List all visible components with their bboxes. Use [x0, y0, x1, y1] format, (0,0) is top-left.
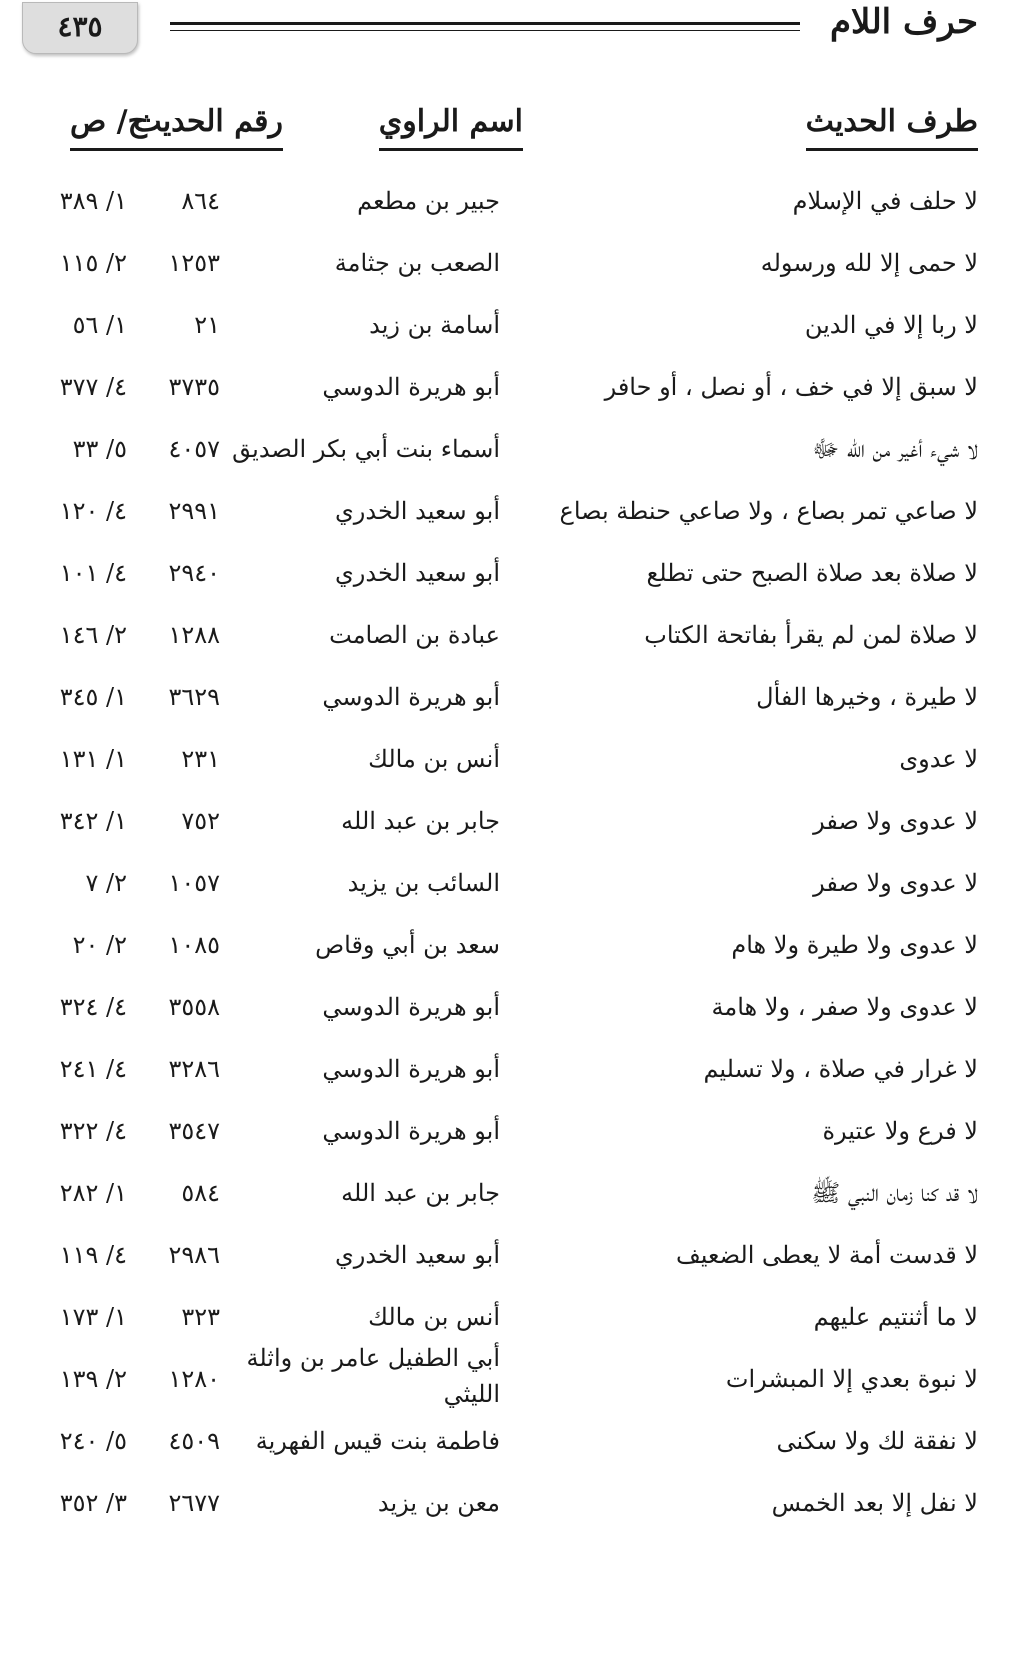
hadith-text: لا نبوة بعدي إلا المبشرات	[725, 1365, 978, 1393]
volume-page: ٣/ ٣٥٢	[59, 1489, 127, 1517]
narrator-name: أنس بن مالك	[368, 745, 500, 773]
hadith-number: ٣٥٤٧	[168, 1117, 220, 1145]
hadith-number: ٧٥٢	[181, 807, 220, 835]
chapter-title: حرف اللام	[829, 2, 978, 42]
narrator-name: أبو سعيد الخدري	[335, 559, 500, 587]
volume-page: ٢/ ١٣٩	[59, 1365, 127, 1393]
narrator-name: سعد بن أبي وقاص	[315, 931, 500, 959]
hadith-number: ٢٣١	[181, 745, 220, 773]
volume-page: ٤/ ١١٩	[59, 1241, 127, 1269]
hadith-text: لا سبق إلا في خف ، أو نصل ، أو حافر	[604, 373, 978, 401]
hadith-text: لا صلاة بعد صلاة الصبح حتى تطلع	[646, 559, 978, 587]
hadith-number: ٢١	[194, 311, 220, 339]
narrator-name: أبي الطفيل عامر بن واثلة الليثي	[246, 1344, 500, 1408]
hadith-text: لا شيء أغير من الله ﷻ	[812, 435, 978, 463]
hadith-number: ٨٦٤	[181, 187, 220, 215]
hadith-number: ١٠٥٧	[168, 869, 220, 897]
volume-page: ٤/ ٣٢٤	[59, 993, 127, 1021]
hadith-text: لا قدست أمة لا يعطى الضعيف	[675, 1241, 978, 1269]
hadith-number: ٣٢٣	[181, 1303, 220, 1331]
hadith-text: لا عدوى ولا صفر ، ولا هامة	[711, 993, 978, 1021]
hadith-number: ٢٩٨٦	[168, 1241, 220, 1269]
hadith-index-table	[0, 170, 1010, 1534]
volume-page: ١/ ١٧٣	[59, 1303, 127, 1331]
volume-page: ١/ ٥٦	[72, 311, 127, 339]
hadith-number: ١٢٨٨	[168, 621, 220, 649]
volume-page: ٤/ ١٠١	[59, 559, 127, 587]
narrator-name: أبو هريرة الدوسي	[322, 373, 500, 401]
table-row	[0, 976, 1010, 1038]
hadith-number: ١٢٨٠	[168, 1365, 220, 1393]
volume-page: ٥/ ٣٣	[72, 435, 127, 463]
narrator-name: أبو هريرة الدوسي	[322, 1117, 500, 1145]
table-row	[0, 480, 1010, 542]
hadith-text: لا عدوى ولا طيرة ولا هام	[731, 931, 978, 959]
table-row	[0, 1410, 1010, 1472]
table-row	[0, 1286, 1010, 1348]
narrator-name: أبو هريرة الدوسي	[322, 1055, 500, 1083]
hadith-text: لا قد كنا زمان النبي ﷺ	[811, 1179, 978, 1207]
table-row	[0, 1038, 1010, 1100]
table-row	[0, 1344, 1010, 1410]
table-row	[0, 170, 1010, 232]
table-row	[0, 852, 1010, 914]
table-row	[0, 1472, 1010, 1534]
volume-page: ٢/ ٧	[85, 869, 127, 897]
hadith-number: ٣٢٨٦	[168, 1055, 220, 1083]
narrator-name: عبادة بن الصامت	[329, 621, 500, 649]
narrator-name: جبير بن مطعم	[357, 187, 500, 215]
narrator-name: جابر بن عبد الله	[341, 1179, 500, 1207]
hadith-text: لا طيرة ، وخيرها الفأل	[756, 683, 978, 711]
narrator-name: فاطمة بنت قيس الفهرية	[255, 1427, 500, 1455]
narrator-name: أسماء بنت أبي بكر الصديق	[232, 435, 500, 463]
hadith-text: لا نفل إلا بعد الخمس	[771, 1489, 978, 1517]
hadith-number: ٢٩٩١	[168, 497, 220, 525]
hadith-text: لا حمى إلا لله ورسوله	[760, 249, 978, 277]
table-row	[0, 232, 1010, 294]
volume-page: ١/ ١٣١	[59, 745, 127, 773]
hadith-text: لا صلاة لمن لم يقرأ بفاتحة الكتاب	[644, 621, 978, 649]
table-row	[0, 418, 1010, 480]
table-row	[0, 790, 1010, 852]
narrator-name: أبو سعيد الخدري	[335, 1241, 500, 1269]
hadith-text: لا غرار في صلاة ، ولا تسليم	[703, 1055, 978, 1083]
column-header-narrator: اسم الراوي	[379, 104, 523, 151]
hadith-number: ٤٠٥٧	[168, 435, 220, 463]
header-rule-thin	[170, 30, 800, 31]
volume-page: ٤/ ٣٧٧	[59, 373, 127, 401]
table-row	[0, 294, 1010, 356]
volume-page: ٤/ ٢٤١	[59, 1055, 127, 1083]
hadith-number: ٤٥٠٩	[168, 1427, 220, 1455]
volume-page: ٢/ ١٤٦	[59, 621, 127, 649]
hadith-text: لا صاعي تمر بصاع ، ولا صاعي حنطة بصاع	[559, 497, 978, 525]
hadith-text: لا ما أثنتيم عليهم	[813, 1303, 978, 1331]
volume-page: ٤/ ٣٢٢	[59, 1117, 127, 1145]
table-row	[0, 356, 1010, 418]
hadith-number: ١٢٥٣	[168, 249, 220, 277]
hadith-number: ٣٥٥٨	[168, 993, 220, 1021]
page-header	[0, 0, 1010, 70]
narrator-name: أبو هريرة الدوسي	[322, 993, 500, 1021]
volume-page: ٢/ ١١٥	[59, 249, 127, 277]
hadith-text: لا عدوى	[899, 745, 978, 773]
hadith-text: لا نفقة لك ولا سكنى	[776, 1427, 978, 1455]
hadith-text: لا فرع ولا عتيرة	[822, 1117, 978, 1145]
narrator-name: جابر بن عبد الله	[341, 807, 500, 835]
column-header-number: رقم الحديث	[133, 104, 283, 151]
table-row	[0, 1224, 1010, 1286]
volume-page: ١/ ٣٨٩	[59, 187, 127, 215]
table-row	[0, 666, 1010, 728]
hadith-text: لا عدوى ولا صفر	[813, 869, 978, 897]
table-row	[0, 914, 1010, 976]
volume-page: ١/ ٣٤٥	[59, 683, 127, 711]
table-row	[0, 728, 1010, 790]
volume-page: ٤/ ١٢٠	[59, 497, 127, 525]
hadith-number: ١٠٨٥	[168, 931, 220, 959]
volume-page: ١/ ٢٨٢	[59, 1179, 127, 1207]
volume-page: ٢/ ٢٠	[72, 931, 127, 959]
hadith-text: لا ربا إلا في الدين	[804, 311, 978, 339]
narrator-name: أبو هريرة الدوسي	[322, 683, 500, 711]
hadith-text: لا حلف في الإسلام	[792, 187, 978, 215]
page-number: ٤٣٥	[22, 2, 138, 54]
table-row	[0, 604, 1010, 666]
hadith-number: ٣٦٢٩	[168, 683, 220, 711]
volume-page: ٥/ ٢٤٠	[59, 1427, 127, 1455]
hadith-number: ٣٧٣٥	[168, 373, 220, 401]
column-header-hadith: طرف الحديث	[806, 104, 978, 151]
narrator-name: أبو سعيد الخدري	[335, 497, 500, 525]
narrator-name: السائب بن يزيد	[347, 869, 500, 897]
table-row	[0, 1100, 1010, 1162]
volume-page: ١/ ٣٤٢	[59, 807, 127, 835]
narrator-name: معن بن يزيد	[377, 1489, 500, 1517]
hadith-number: ٥٨٤	[181, 1179, 220, 1207]
narrator-name: أنس بن مالك	[368, 1303, 500, 1331]
table-row	[0, 1162, 1010, 1224]
column-header-volume-page: ج/ ص	[70, 104, 147, 151]
hadith-number: ٢٦٧٧	[168, 1489, 220, 1517]
hadith-number: ٢٩٤٠	[168, 559, 220, 587]
narrator-name: الصعب بن جثامة	[334, 249, 500, 277]
header-rule	[170, 22, 800, 25]
narrator-name: أسامة بن زيد	[369, 311, 500, 339]
hadith-text: لا عدوى ولا صفر	[813, 807, 978, 835]
table-row	[0, 542, 1010, 604]
